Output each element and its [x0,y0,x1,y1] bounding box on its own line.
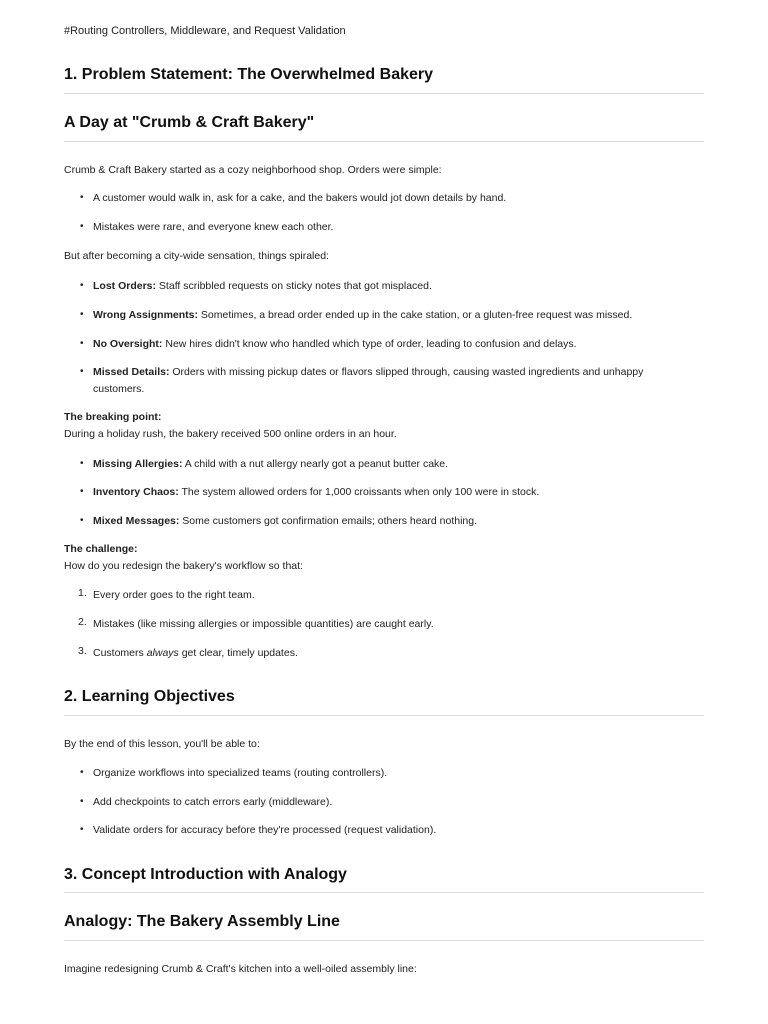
item-text: Staff scribbled requests on sticky notes that got misplaced. [156,280,432,292]
item-label: Wrong Assignments: [93,309,199,321]
item-label: Missed Details: [93,366,170,378]
challenge-label: The challenge: [64,543,138,555]
bullet-icon: • [80,458,84,469]
item-label: Inventory Chaos: [93,486,179,498]
bullet-icon: • [80,366,84,377]
item-text: Mistakes (like missing allergies or impossible quantities) are caught early. [93,618,434,630]
list-item [93,484,693,501]
list-item [93,278,693,295]
list-number: 1. [78,587,87,599]
challenge-text: How do you redesign the bakery's workflow so that: [64,560,303,572]
bullet-icon: • [80,192,84,203]
analogy-intro: Imagine redesigning Crumb & Craft's kitchen into a well-oiled assembly line: [64,963,417,975]
item-text: The system allowed orders for 1,000 croissants when only 100 were in stock. [178,486,540,498]
section-1-heading: 1. Problem Statement: The Overwhelmed Bakery [64,66,434,83]
bullet-icon: • [80,309,84,320]
item-text: get clear, timely updates. [178,647,298,659]
item-label: Lost Orders: [93,280,157,292]
bullet-icon: • [80,280,84,291]
numbered-item [93,645,693,662]
bullet-icon: • [80,486,84,497]
list-item: Add checkpoints to catch errors early (middleware). [93,796,333,808]
heading-divider [64,93,704,94]
item-text: Some customers got confirmation emails; others heard nothing. [179,515,478,527]
objectives-intro: By the end of this lesson, you'll be able to: [64,738,260,750]
breaking-point-label: The breaking point: [64,411,162,423]
hashtag-line: #Routing Controllers, Middleware, and Request Validation [64,25,346,37]
bullet-icon: • [80,824,84,835]
item-text: A child with a nut allergy nearly got a peanut butter cake. [182,458,449,470]
list-item [93,307,693,324]
item-label: Mixed Messages: [93,515,180,527]
item-text: New hires didn't know who handled which type of order, leading to confusion and delays. [162,338,577,350]
intro-paragraph: Crumb & Craft Bakery started as a cozy neighborhood shop. Orders were simple: [64,164,442,176]
heading-divider [64,892,704,893]
bullet-icon: • [80,515,84,526]
item-text: Customers [93,647,147,659]
list-item [93,336,693,353]
heading-divider [64,940,704,941]
list-item: Validate orders for accuracy before they're processed (request validation). [93,824,437,836]
item-label: Missing Allergies: [93,458,183,470]
emphasis-text: always [146,647,179,659]
section-2-heading: 2. Learning Objectives [64,688,235,705]
section-1-subheading: A Day at "Crumb & Craft Bakery" [64,114,315,131]
numbered-item [93,587,693,604]
section-3-subheading: Analogy: The Bakery Assembly Line [64,913,340,930]
bullet-icon: • [80,338,84,349]
section-3-heading: 3. Concept Introduction with Analogy [64,866,347,883]
heading-divider [64,715,704,716]
numbered-item [93,616,693,633]
list-item [93,513,693,530]
bullet-icon: • [80,796,84,807]
list-item: A customer would walk in, ask for a cake, and the bakers would jot down details by hand. [93,192,507,204]
breaking-point-text: During a holiday rush, the bakery received 500 online orders in an hour. [64,428,397,440]
item-text: Orders with missing pickup dates or flavors slipped through, causing wasted ingredients and unhappy customers. [93,366,644,395]
item-text: Sometimes, a bread order ended up in the cake station, or a gluten-free request was missed. [198,309,633,321]
list-number: 2. [78,616,87,628]
list-item: Organize workflows into specialized teams (routing controllers). [93,767,388,779]
item-text: Every order goes to the right team. [93,589,255,601]
list-item: Mistakes were rare, and everyone knew each other. [93,221,334,233]
bullet-icon: • [80,767,84,778]
item-label: No Oversight: [93,338,163,350]
list-number: 3. [78,645,87,657]
list-item [93,456,693,473]
heading-divider [64,141,704,142]
bullet-icon: • [80,221,84,232]
list-item [93,364,693,398]
spiral-paragraph: But after becoming a city-wide sensation, things spiraled: [64,250,329,262]
